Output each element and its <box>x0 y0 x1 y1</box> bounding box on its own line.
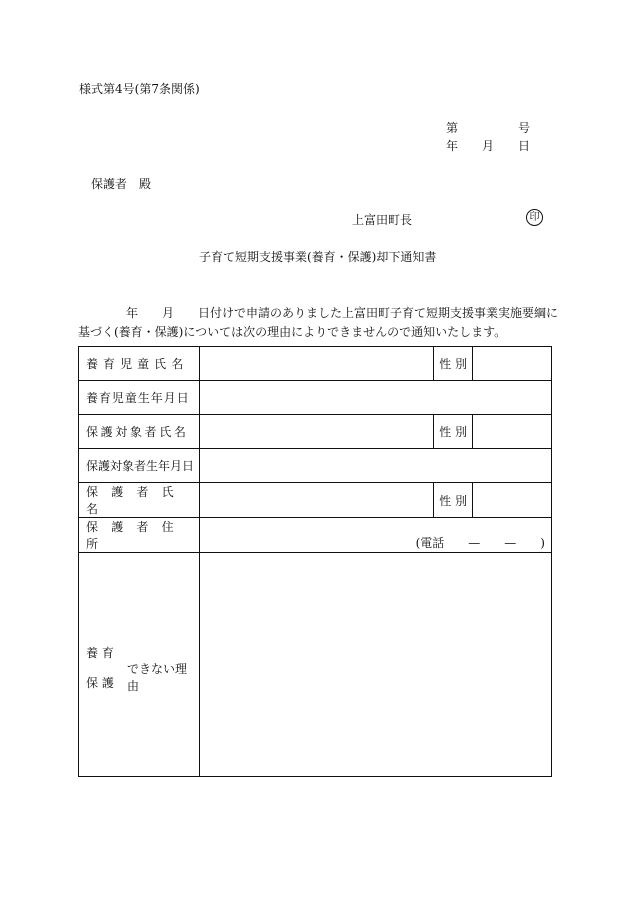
table-row <box>79 518 552 553</box>
application-table <box>78 346 552 777</box>
guardian-address-label: 保護者住所 <box>79 518 200 553</box>
protected-name-label: 保護対象者氏名 <box>79 415 200 449</box>
reason-hogo-label: 保 護 <box>86 675 114 690</box>
child-birthdate-label: 養育児童生年月日 <box>79 381 200 415</box>
protected-name-field[interactable] <box>199 415 433 449</box>
table-row <box>79 483 552 518</box>
recipient: 保護者 殿 <box>91 177 152 191</box>
protected-sex-field[interactable] <box>473 415 552 449</box>
child-name-field[interactable] <box>199 347 433 381</box>
issuer: 上富田町長 <box>352 213 413 227</box>
child-sex-field[interactable] <box>473 347 552 381</box>
table-row <box>79 381 552 415</box>
protected-birthdate-label: 保護対象者生年月日 <box>79 449 200 483</box>
reason-label-cell <box>79 553 200 777</box>
table-row <box>79 449 552 483</box>
guardian-name-field[interactable] <box>199 483 433 518</box>
document-number: 第 号 <box>446 121 531 135</box>
body-text-line-1: 年 月 日付けで申請のありました上富田町子育て短期支援事業実施要綱に <box>78 306 559 320</box>
child-birthdate-field[interactable] <box>199 381 551 415</box>
table-row <box>79 553 552 777</box>
document-date: 年 月 日 <box>446 139 531 153</box>
body-text-line-2: 基づく(養育・保護)については次の理由によりできませんので通知いたします。 <box>78 325 507 339</box>
phone-field: (電話 — — ) <box>415 536 545 550</box>
reason-yoiku-label: 養 育 <box>86 645 114 660</box>
protected-birthdate-field[interactable] <box>199 449 551 483</box>
guardian-address-field[interactable] <box>199 518 551 553</box>
guardian-name-label: 保護者氏名 <box>79 483 200 518</box>
form-number: 様式第4号(第7条関係) <box>79 82 200 96</box>
sex-label: 性 別 <box>434 415 473 449</box>
document-title: 子育て短期支援事業(養育・保護)却下通知書 <box>199 250 437 264</box>
child-name-label: 養育児童氏名 <box>79 347 200 381</box>
seal-mark: 印 <box>526 209 543 226</box>
reason-text-label: できない理由 <box>127 661 188 693</box>
sex-label: 性 別 <box>434 483 473 518</box>
sex-label: 性 別 <box>434 347 473 381</box>
reason-field[interactable] <box>199 553 551 777</box>
table-row <box>79 415 552 449</box>
table-row <box>79 347 552 381</box>
guardian-sex-field[interactable] <box>473 483 552 518</box>
